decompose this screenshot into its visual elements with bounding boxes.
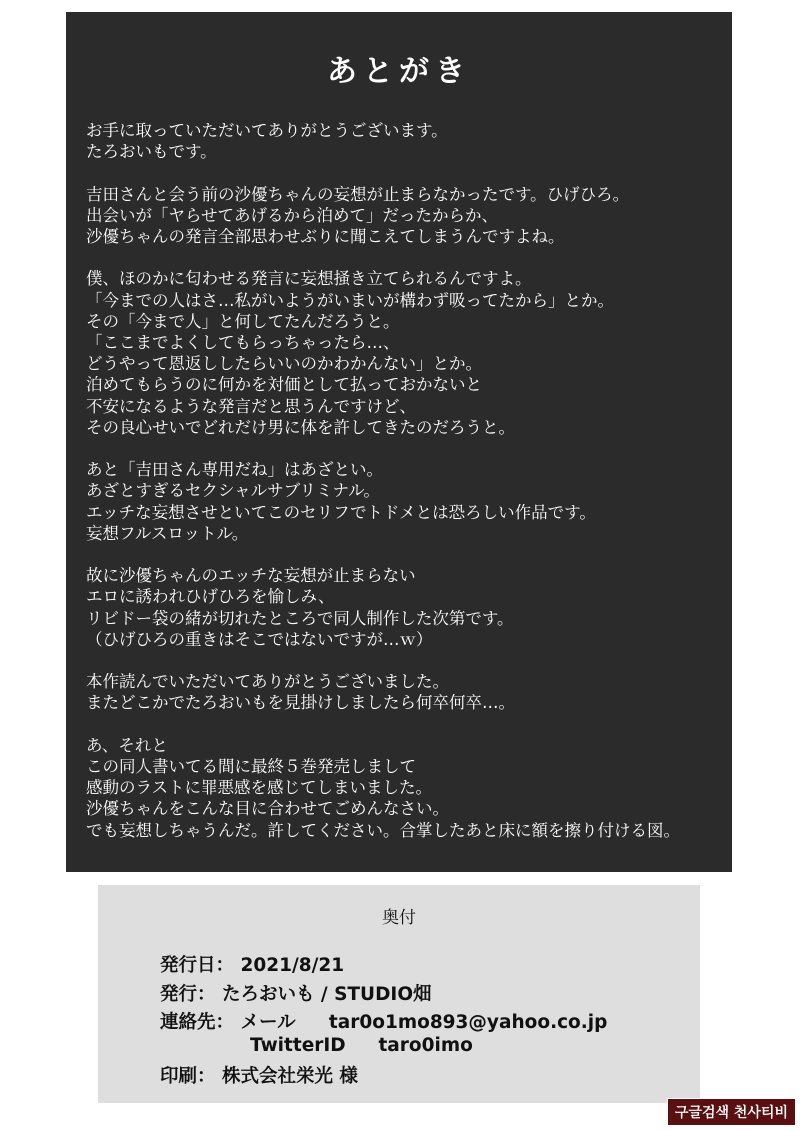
- afterword-line: 不安になるような発言だと思うんですけど、: [86, 396, 416, 416]
- afterword-paragraph: [86, 268, 726, 438]
- afterword-paragraph: [86, 671, 726, 713]
- afterword-line: 「ここまでよくしてもらっちゃったら…、: [86, 333, 400, 352]
- colophon-mail-label: メール: [240, 1012, 296, 1033]
- colophon-publisher-value: たろおいも / STUDIO畑: [221, 984, 432, 1005]
- afterword-line: 「今までの人はさ…私がいようがいまいが構わず吸ってたから」とか。: [86, 290, 614, 310]
- afterword-line: たろおいもです。: [86, 142, 217, 162]
- afterword-line: またどこかでたろおいもを見掛けしましたら何卒何卒…。: [86, 693, 515, 713]
- colophon-panel: [98, 885, 700, 1103]
- colophon-twitter-row: [250, 1035, 473, 1056]
- afterword-line: 沙優ちゃんをこんな目に合わせてごめんなさい。: [86, 799, 449, 819]
- afterword-panel: [66, 12, 732, 872]
- afterword-line: エロに誘われひげひろを愉しみ、: [86, 587, 335, 607]
- afterword-line: 感動のラストに罪悪感を感じてしまいました。: [86, 778, 433, 798]
- afterword-paragraph: [86, 184, 726, 248]
- afterword-line: あざとすぎるセクシャルサブリミナル。: [86, 481, 380, 501]
- afterword-line: あ、それと: [86, 735, 168, 755]
- afterword-line: 本作読んでいただいてありがとうございました。: [86, 672, 449, 692]
- afterword-line: あと「吉田さん専用だね」はあざとい。: [86, 460, 383, 480]
- afterword-paragraph: [86, 459, 726, 544]
- afterword-line: 出会いが「ヤらせてあげるから泊めて」だったからか、: [86, 205, 499, 225]
- afterword-line: 故に沙優ちゃんのエッチな妄想が止まらない: [86, 566, 416, 586]
- afterword-line: お手に取っていただいてありがとうございます。: [86, 121, 448, 140]
- colophon-date-value: 2021/8/21: [240, 955, 345, 976]
- colophon-mail-value: tar0o1mo893@yahoo.co.jp: [328, 1012, 608, 1033]
- colophon-contact-label: 連絡先：: [160, 1012, 235, 1033]
- afterword-line: 妄想フルスロットル。: [86, 523, 249, 543]
- afterword-body: [86, 120, 726, 841]
- watermark-badge: 구글검색 천사티비: [667, 1098, 796, 1126]
- colophon-printer-label: 印刷：: [160, 1066, 216, 1087]
- afterword-line: その「今まで人」と何してたんだろうと。: [86, 311, 400, 331]
- afterword-line: 僕、ほのかに匂わせる発言に妄想掻き立てられるんですよ。: [86, 269, 532, 289]
- afterword-line: （ひげひろの重きはそこではないですが…ｗ）: [86, 629, 433, 649]
- afterword-paragraph: [86, 565, 726, 650]
- afterword-title: あとがき: [327, 54, 471, 89]
- colophon-publisher-label: 発行：: [160, 984, 216, 1005]
- colophon-date-row: [160, 951, 344, 977]
- afterword-line: 吉田さんと会う前の沙優ちゃんの妄想が止まらなかったです。ひげひろ。: [86, 184, 630, 204]
- afterword-line: エッチな妄想させといてこのセリフでトドメとは恐ろしい作品です。: [86, 502, 596, 522]
- afterword-line: 沙優ちゃんの発言全部思わせぶりに聞こえてしまうんですよね。: [86, 227, 565, 246]
- afterword-line: リビドー袋の緒が切れたところで同人制作した次第です。: [86, 608, 514, 628]
- afterword-paragraph: [86, 735, 726, 841]
- colophon-twitter-value: taro0imo: [378, 1035, 473, 1056]
- afterword-line: どうやって恩返ししたらいいのかわかんない」とか。: [86, 354, 482, 374]
- colophon-twitter-label: TwitterID: [250, 1035, 346, 1056]
- afterword-paragraph: [86, 120, 726, 162]
- colophon-date-label: 発行日：: [160, 955, 235, 976]
- afterword-line: この同人書いてる間に最終５巻発売しまして: [86, 757, 416, 776]
- afterword-line: 泊めてもらうのに何かを対価として払っておかないと: [86, 375, 482, 395]
- colophon-title: 奥付: [382, 908, 416, 928]
- afterword-line: その良心せいでどれだけ男に体を許してきたのだろうと。: [86, 417, 515, 437]
- colophon-publisher-row: [160, 980, 432, 1006]
- afterword-line: でも妄想しちゃうんだ。許してください。合掌したあと床に額を擦り付ける図。: [86, 820, 680, 840]
- colophon-contact-row: [160, 1008, 607, 1034]
- colophon-printer-row: [160, 1062, 358, 1088]
- colophon-printer-value: 株式会社栄光 様: [221, 1066, 358, 1087]
